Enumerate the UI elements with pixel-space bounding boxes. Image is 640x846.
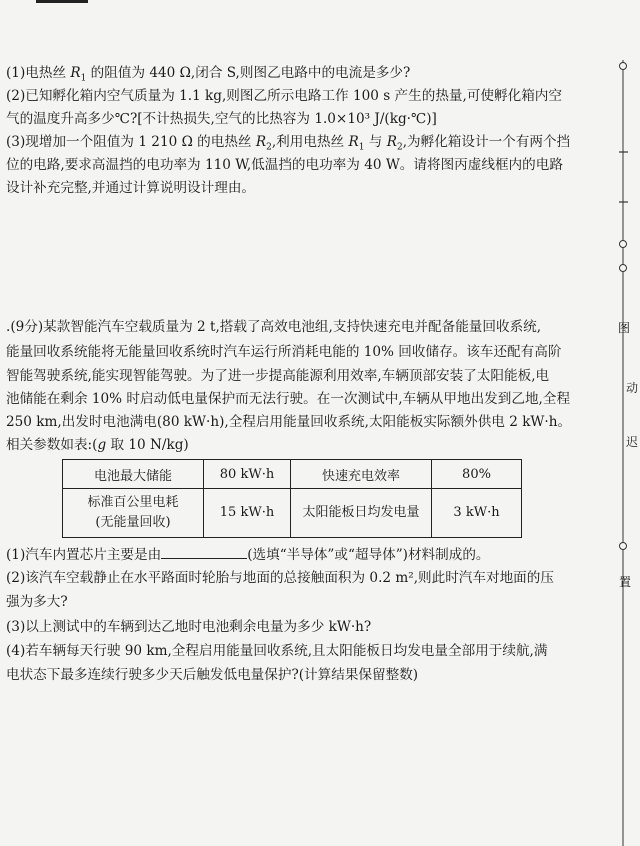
- q2-sub3: (3)以上测试中的车辆到达乙地时电池剩余电量为多少 kW·h?: [6, 619, 372, 635]
- binding-hole: [620, 241, 627, 248]
- table-row: [63, 489, 522, 538]
- table-cell: 电池最大储能: [63, 460, 204, 489]
- q1-line-3: 气的温度升高多少℃?[不计热损失,空气的比热容为 1.0×10³ J/(kg·℃)]: [6, 111, 437, 127]
- parameter-table: [62, 459, 522, 538]
- q1-line-4: (3)现增加一个阻值为 1 210 Ω 的电热丝 $R_2$,利用电热丝 $R_1$ 与 $R_2$,为孵化箱设计一个有两个挡: [6, 134, 571, 153]
- binding-hole: [620, 543, 627, 550]
- table-cell: 80 kW·h: [204, 460, 291, 489]
- binding-margin: [619, 0, 640, 846]
- table-cell: 80%: [432, 460, 522, 489]
- binding-hole: [620, 265, 627, 272]
- q2-sub1: (1)汽车内置芯片主要是由 (选填“半导体”或“超导体”)材料制成的。: [6, 544, 490, 565]
- q1-line-6: 设计补充完整,并通过计算说明设计理由。: [6, 180, 256, 196]
- table-cell: 3 kW·h: [432, 489, 522, 538]
- q2-sub4-line-2: 电状态下最多连续行驶多少天后触发低电量保护?(计算结果保留整数): [6, 667, 419, 683]
- q2-intro-line-4: 池储能在剩余 10% 时启动低电量保护而无法行驶。在一次测试中,车辆从甲地出发到乙地,全程: [6, 391, 571, 407]
- q1-line-2: (2)已知孵化箱内空气质量为 1.1 kg,则图乙所示电路工作 100 s 产生的热量,可使孵化箱内空: [6, 88, 562, 104]
- margin-char: 迟: [626, 435, 639, 449]
- binding-hole: [620, 63, 627, 70]
- q2-params-line: 相关参数如表:(g 取 10 N/kg): [6, 437, 189, 453]
- q2-intro-line-3: 智能驾驶系统,能实现智能驾驶。为了进一步提高能源利用效率,车辆顶部安装了太阳能板,电: [6, 368, 550, 384]
- table-cell: 快速充电效率: [291, 460, 432, 489]
- table-cell: 标准百公里电耗 (无能量回收): [63, 489, 204, 538]
- answer-blank[interactable]: [161, 544, 247, 559]
- table-cell: 15 kW·h: [204, 489, 291, 538]
- q2-sub4-line-1: (4)若车辆每天行驶 90 km,全程启用能量回收系统,且太阳能板日均发电量全部用于续航,满: [6, 643, 548, 659]
- q1-line-1: (1)电热丝 $R_1$ 的阻值为 440 Ω,闭合 S,则图乙电路中的电流是多少?: [6, 65, 411, 84]
- table-row: [63, 460, 522, 489]
- margin-char: 动: [626, 381, 639, 395]
- margin-char: 置: [619, 575, 632, 589]
- table-cell: 太阳能板日均发电量: [291, 489, 432, 538]
- top-edge-mark: [36, 0, 88, 3]
- q2-intro-line-2: 能量回收系统能将无能量回收系统时汽车运行所消耗电能的 10% 回收储存。该车还配有高阶: [6, 344, 562, 360]
- q2-sub2-line-1: (2)该汽车空载静止在水平路面时轮胎与地面的总接触面积为 0.2 m²,则此时汽车对地面的压: [6, 570, 554, 586]
- q1-line-5: 位的电路,要求高温挡的电功率为 110 W,低温挡的电功率为 40 W。请将图丙虚线框内的电路: [6, 157, 563, 173]
- q2-sub2-line-2: 强为多大?: [6, 594, 68, 610]
- margin-char: 图: [618, 321, 631, 335]
- q2-intro-line-5: 250 km,出发时电池满电(80 kW·h),全程启用能量回收系统,太阳能板实际额外供电 2 kW·h。: [6, 414, 572, 430]
- q2-intro-line-1: .(9分)某款智能汽车空载质量为 2 t,搭载了高效电池组,支持快速充电并配备能量回收系统,: [6, 319, 542, 335]
